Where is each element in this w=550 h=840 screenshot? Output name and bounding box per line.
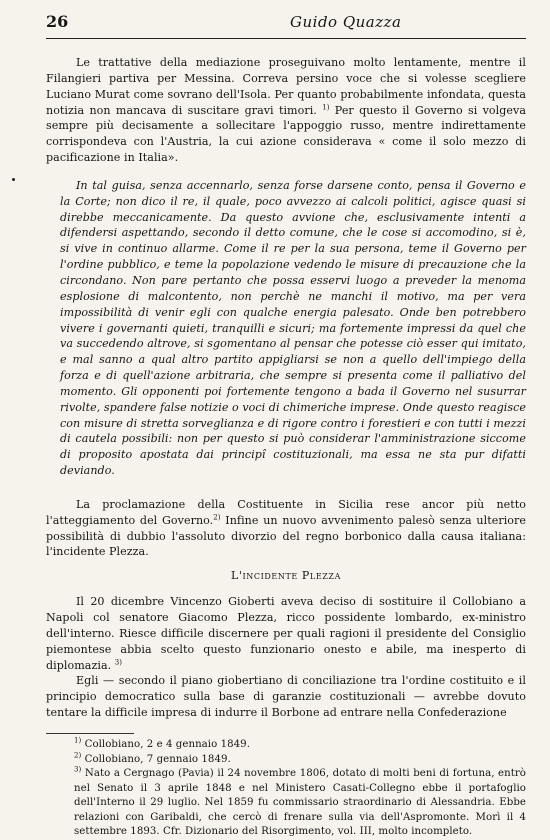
footnote-ref-3: 3) <box>114 657 123 666</box>
header-rule <box>46 38 526 39</box>
footnote-1: $^{1)}$ Collobiano, 2 e 4 gennaio 1849. <box>74 736 250 750</box>
section-title: L'incidente Plezza <box>231 569 341 583</box>
footnote-ref-1: 1) <box>322 102 330 111</box>
footnote-2: $^{2)}$ Collobiano, 7 gennaio 1849. <box>74 751 231 765</box>
margin-mark <box>12 178 15 181</box>
block-quote: In tal guisa, senza accennarlo, senza forse darsene conto, pensa il Governo e la Corte; non dico il re, il quale, poco avvezzo ai calcoli politici, agisce quasi si direbbe meccanicamente. Da questo avvione che, esclusivamente intenti a difendersi aspettando, secondo il detto comune, che le cose si accomodino, si è, si vive in continuo allarme. Come il re per la sua persona, teme il Governo per l'ordine pubblico, e teme la popolazione vedendo le misure di precauzione che la circondano. Non pare pertanto che possa esservi luogo a preveder la menoma esplosione di malcontento, non perchè ne manchi il motivo, ma per vera impossibilità di venir egli con qualche energia palesato. Onde ben potrebbero vivere i governanti quieti, tranquilli e sicuri; ma fortemente impressi da quel che va succedendo altrove, si sgomentano al pensar che potesse ciò esser qui imitato, e mal sanno a qual altro partito appigliarsi se non a quello dell'impiego della forza e di quell'azione arbitraria, che sempre si presenta come il palliativo del momento. Gli opponenti poi fortemente tengono a bada il Governo nel susurrar rivolte, spandere false notizie o voci di chimeriche imprese. Onde questo reagisce con misure di stretta sorveglianza e di rigore contro i forestieri e con tutti i mezzi di cautela possibili: non per questo si può considerar l'amministrazione siccome di proposito apostata dai principî costituzionali, ma essa ne sta pur difatti deviando. <box>60 178 526 478</box>
running-head: Guido Quazza <box>290 13 402 31</box>
paragraph-3: Il 20 dicembre Vincenzo Gioberti aveva deciso di sostituire il Collobiano a Napoli col senatore Giacomo Plezza, ricco possidente lombardo, ex-ministro dell'interno. Riesce difficile discernere per quali ragioni il presidente del Consiglio piemontese abbia scelto questo funzionario onesto e abile, ma inesperto di diplomazia. $^{3)}$ <box>46 595 526 672</box>
page-body <box>46 55 526 840</box>
footnotes <box>46 738 526 840</box>
footnote-ref-2: 2) <box>213 513 221 522</box>
footnote-rule <box>46 733 134 734</box>
page-header <box>46 12 526 38</box>
paragraph-4: Egli — secondo il piano giobertiano di conciliazione tra l'ordine costituito e il principio democratico sulla base di garanzie costituzionali — avrebbe dovuto tentare la difficile impresa di indurre il Borbone ad entrare nella Confederazione <box>46 674 526 720</box>
paragraph-2: La proclamazione della Costituente in Sicilia rese ancor più netto l'atteggiamento del Governo.$^{2)}$ Infine un nuovo avvenimento palesò senza ulteriore possibilità di dubbio l'assoluto divorzio del regno borbonico dalla causa italiana: l'incidente Plezza. <box>46 497 526 559</box>
paragraph-1: Le trattative della mediazione proseguivano molto lentamente, mentre il Filangieri partiva per Messina. Correva persino voce che si volesse scegliere Luciano Murat come sovrano dell'Isola. Per quanto probabilmente infondata, questa notizia non mancava di suscitare gravi timori. $^{1)}$ Per questo il Governo si volgeva sempre più decisamente a sollecitare l'appoggio russo, mentre indirettamente corrispondeva con l'Austria, la cui azione considerava « come il solo mezzo di pacificazione in Italia». <box>46 56 526 165</box>
page-number: 26 <box>46 12 69 31</box>
footnote-3: $^{3)}$ Nato a Cergnago (Pavia) il 24 novembre 1806, dotato di molti beni di fortuna, entrò nel Senato il 3 aprile 1848 e nel Ministero Casati-Collegno ebbe il portafoglio dell'Interno il 29 luglio. Nel 1859 fu commissario straordinario di Alessandria. Ebbe relazioni con Garibaldi, che cercò di frenare sulla via dell'Aspromonte. Morì il 4 settembre 1893. Cfr. Dizionario del Risorgimento, vol. III, molto incompleto. <box>74 765 526 838</box>
